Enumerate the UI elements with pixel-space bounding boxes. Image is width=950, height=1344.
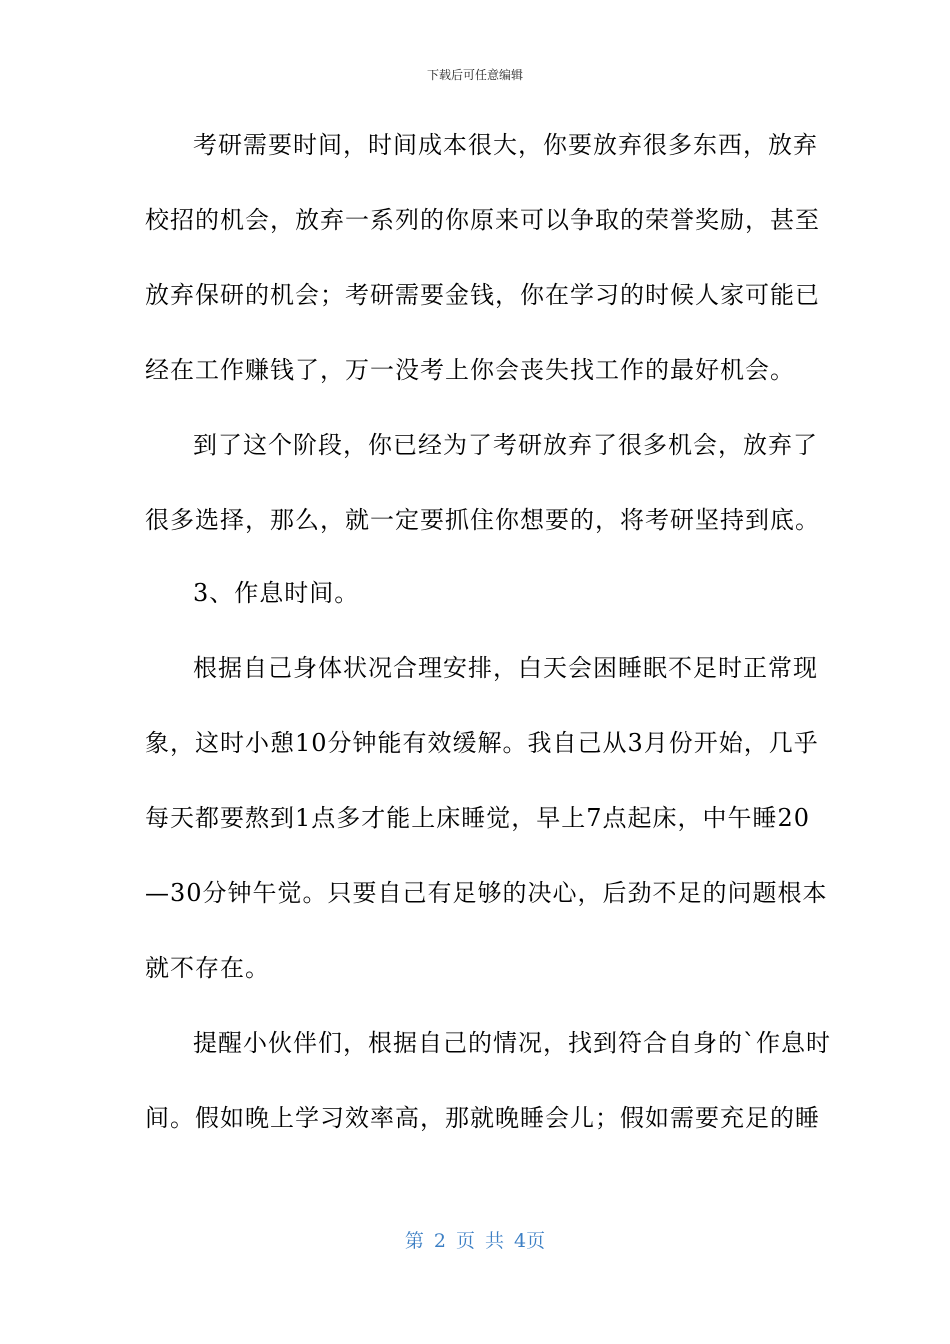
paragraph-line: 很多选择，那么，就一定要抓住你想要的，将考研坚持到底。 <box>145 506 820 534</box>
paragraph-line: 象，这时小憩10分钟能有效缓解。我自己从3月份开始，几乎 <box>145 729 819 757</box>
footer-mid: 页 共 <box>455 1230 505 1252</box>
section-heading: 3、作息时间。 <box>193 579 360 607</box>
paragraph-line: 经在工作赚钱了，万一没考上你会丧失找工作的最好机会。 <box>145 356 795 384</box>
footer-prefix: 第 <box>404 1230 424 1252</box>
paragraph-line: 就不存在。 <box>145 954 270 982</box>
paragraph-line: 校招的机会，放弃一系列的你原来可以争取的荣誉奖励，甚至 <box>145 206 820 234</box>
paragraph-line: 间。假如晚上学习效率高，那就晚睡会儿；假如需要充足的睡 <box>145 1104 820 1132</box>
paragraph-line: 根据自己身体状况合理安排，白天会困睡眠不足时正常现 <box>193 654 818 682</box>
current-page-number: 2 <box>433 1230 446 1252</box>
paragraph-line: 放弃保研的机会；考研需要金钱，你在学习的时候人家可能已 <box>145 281 820 309</box>
total-pages: 4页 <box>514 1230 546 1252</box>
paragraph-line: 提醒小伙伴们，根据自己的情况，找到符合自身的`作息时 <box>193 1029 831 1057</box>
page-footer <box>0 1226 950 1253</box>
paragraph-line: 每天都要熬到1点多才能上床睡觉，早上7点起床，中午睡20 <box>145 804 811 832</box>
paragraph-line: 考研需要时间，时间成本很大，你要放弃很多东西，放弃 <box>193 131 818 159</box>
page-header: 下载后可任意编辑 <box>426 68 523 82</box>
paragraph-line: —30分钟午觉。只要自己有足够的决心，后劲不足的问题根本 <box>145 879 828 907</box>
paragraph-line: 到了这个阶段，你已经为了考研放弃了很多机会，放弃了 <box>193 431 818 459</box>
